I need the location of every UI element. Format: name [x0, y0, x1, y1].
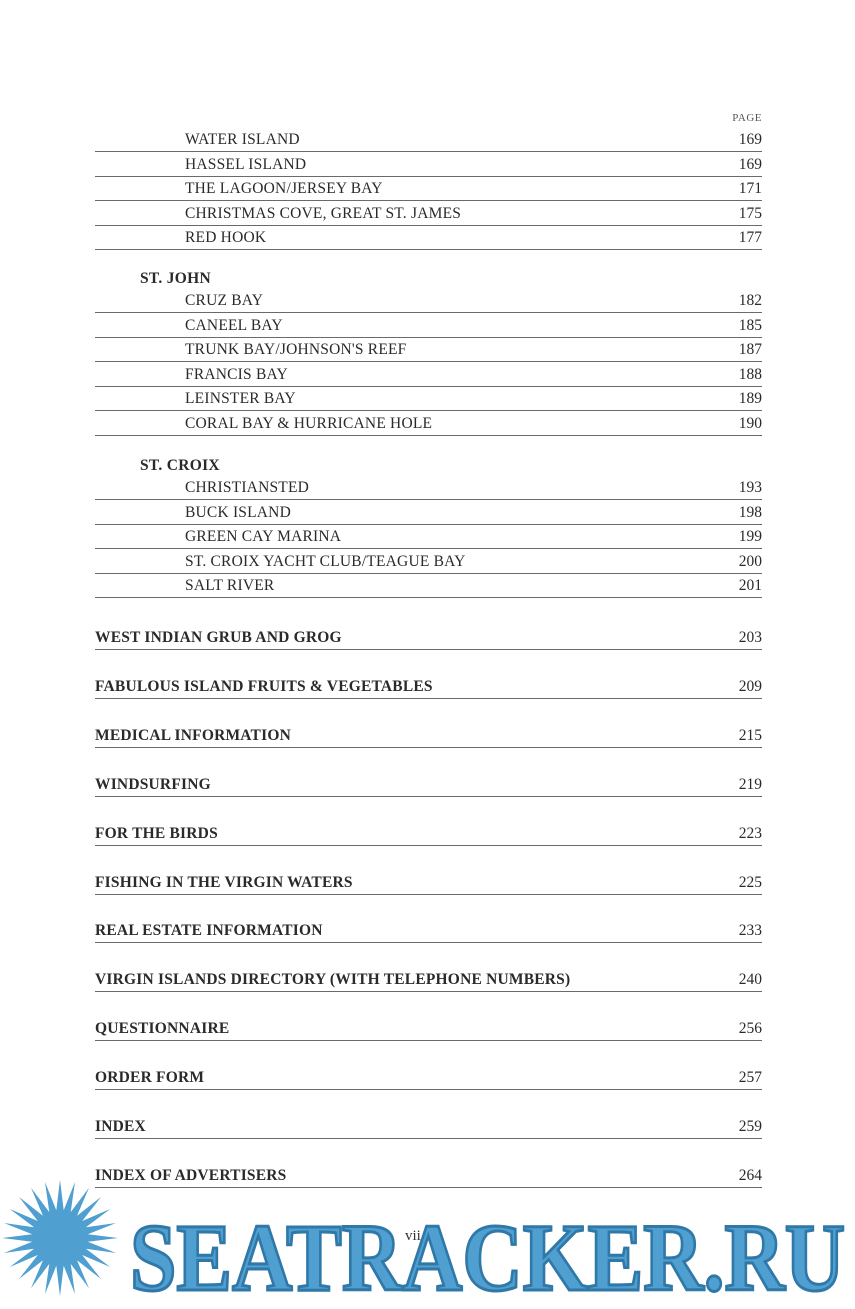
entry-page-number: 219 [738, 775, 762, 793]
section-title: FOR THE BIRDS [95, 824, 218, 842]
entry-page-number: 199 [738, 528, 762, 546]
entry-title: CANEEL BAY [185, 316, 283, 334]
section-title: MEDICAL INFORMATION [95, 726, 291, 744]
entry-page-number: 257 [738, 1069, 762, 1087]
entry-page-number: 209 [738, 677, 762, 695]
entry-title: CRUZ BAY [185, 292, 264, 309]
toc-entry [95, 337, 762, 362]
entry-page-number: 185 [738, 316, 762, 334]
toc-entry [95, 288, 762, 313]
toc-entry [95, 821, 762, 846]
page-column-label: PAGE [732, 112, 762, 124]
toc-entry [95, 201, 762, 226]
entry-page-number: 233 [738, 922, 762, 940]
section-title: FISHING IN THE VIRGIN WATERS [95, 873, 353, 891]
toc-entry [95, 625, 762, 650]
region-heading: ST. CROIX [140, 457, 220, 474]
toc-entry [95, 475, 762, 500]
toc-entry [95, 674, 762, 699]
entry-page-number: 203 [738, 629, 762, 646]
toc-entry [95, 573, 762, 598]
toc-entry [95, 500, 762, 525]
entry-page-number: 240 [738, 971, 762, 989]
entry-title: BUCK ISLAND [185, 503, 291, 521]
toc-entry [95, 918, 762, 943]
section-title: ORDER FORM [95, 1069, 205, 1087]
section-title: WINDSURFING [95, 775, 211, 793]
toc-entry [95, 967, 762, 992]
entry-title: WATER ISLAND [185, 131, 300, 148]
watermark-text: SEATRACKER.RU [130, 1204, 845, 1309]
section-title: INDEX [95, 1118, 146, 1135]
toc-entry [95, 1016, 762, 1041]
entry-title: CHRISTMAS COVE, GREAT ST. JAMES [185, 204, 462, 222]
section-title: WEST INDIAN GRUB AND GROG [95, 629, 342, 646]
entry-page-number: 175 [738, 204, 762, 222]
entry-page-number: 264 [738, 1166, 762, 1184]
entry-title: SALT RIVER [185, 577, 275, 595]
toc-entry [95, 870, 762, 895]
entry-page-number: 201 [738, 577, 762, 595]
section-title: FABULOUS ISLAND FRUITS & VEGETABLES [95, 677, 433, 695]
toc-entry [95, 524, 762, 549]
entry-page-number: 223 [738, 824, 762, 842]
entry-page-number: 171 [738, 180, 762, 198]
toc-entry [95, 386, 762, 411]
entry-title: THE LAGOON/JERSEY BAY [185, 180, 383, 198]
toc-entry [95, 225, 762, 250]
entry-title: FRANCIS BAY [185, 365, 288, 383]
entry-page-number: 256 [738, 1020, 762, 1038]
toc-entry [95, 127, 762, 152]
entry-page-number: 177 [738, 229, 762, 247]
toc-entry [95, 313, 762, 338]
page-number: vii [405, 1228, 421, 1244]
entry-page-number: 169 [738, 155, 762, 173]
toc-entry [95, 176, 762, 201]
entry-page-number: 189 [738, 390, 762, 408]
toc-entry [95, 411, 762, 436]
region-heading: ST. JOHN [140, 270, 212, 287]
entry-page-number: 198 [738, 503, 762, 521]
toc-entry [95, 1114, 762, 1139]
entry-page-number: 182 [738, 292, 762, 309]
section-title: REAL ESTATE INFORMATION [95, 922, 323, 940]
entry-title: GREEN CAY MARINA [185, 528, 342, 546]
entry-page-number: 169 [738, 131, 762, 148]
toc-entry [95, 1065, 762, 1090]
toc-entry [95, 362, 762, 387]
toc-entry [95, 152, 762, 177]
section-title: INDEX OF ADVERTISERS [95, 1166, 287, 1184]
entry-page-number: 190 [738, 415, 762, 432]
entry-title: TRUNK BAY/JOHNSON'S REEF [185, 341, 407, 359]
entry-title: RED HOOK [185, 229, 267, 247]
entry-page-number: 225 [738, 873, 762, 891]
toc-entry [95, 723, 762, 748]
sun-icon [2, 1180, 118, 1296]
toc-entry [95, 772, 762, 797]
entry-page-number: 215 [738, 726, 762, 744]
entry-page-number: 200 [738, 552, 762, 570]
section-title: QUESTIONNAIRE [95, 1020, 230, 1038]
entry-page-number: 193 [738, 479, 762, 496]
toc-entry [95, 549, 762, 574]
entry-page-number: 259 [738, 1118, 762, 1135]
entry-title: ST. CROIX YACHT CLUB/TEAGUE BAY [185, 552, 466, 570]
entry-title: CHRISTIANSTED [185, 479, 310, 496]
entry-page-number: 187 [738, 341, 762, 359]
entry-title: CORAL BAY & HURRICANE HOLE [185, 415, 433, 432]
entry-title: HASSEL ISLAND [185, 155, 307, 173]
entry-title: LEINSTER BAY [185, 390, 296, 408]
section-title: VIRGIN ISLANDS DIRECTORY (WITH TELEPHONE NUMBERS) [95, 971, 571, 989]
watermark [0, 1180, 855, 1309]
entry-page-number: 188 [738, 365, 762, 383]
